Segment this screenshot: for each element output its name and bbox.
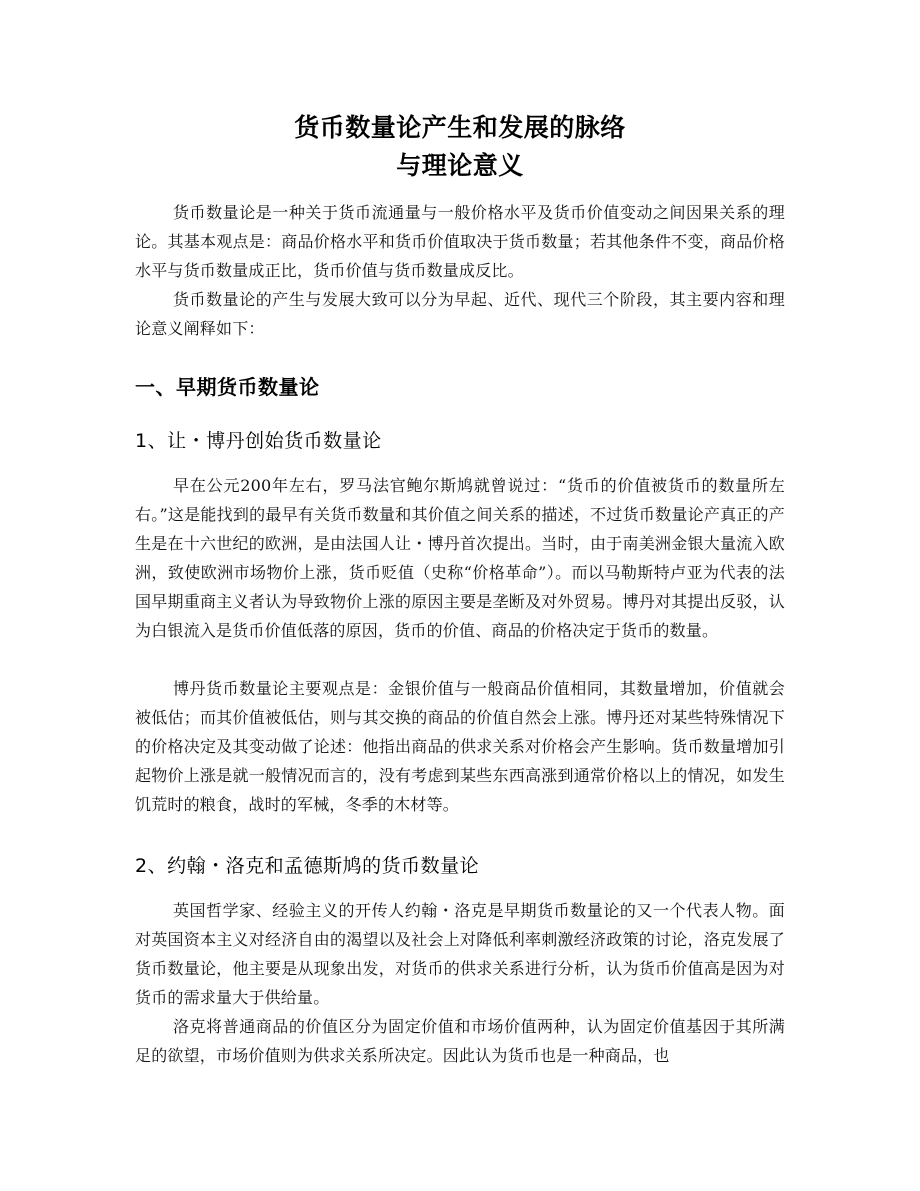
locke-paragraph-1: 英国哲学家、经验主义的开传人约翰・洛克是早期货币数量论的又一个代表人物。面对英国资本主义对经济自由的渴望以及社会上对降低利率刺激经济政策的讨论，洛克发展了货币数量论，他主要是从现象出发，对货币的供求关系进行分析，认为货币价值高是因为对货币的需求量大于供给量。 (135, 901, 785, 1007)
intro-paragraph-1: 货币数量论是一种关于货币流通量与一般价格水平及货币价值变动之间因果关系的理论。其基本观点是：商品价格水平和货币价值取决于货币数量；若其他条件不变，商品价格水平与货币数量成正比，货币价值与货币数量成反比。 (135, 203, 785, 280)
intro-paragraph-2: 货币数量论的产生与发展大致可以分为早起、近代、现代三个阶段，其主要内容和理论意义阐释如下： (135, 290, 785, 338)
bodin-paragraph-1: 早在公元200年左右，罗马法官鲍尔斯鸠就曾说过：“货币的价值被货币的数量所左右。”这是能找到的最早有关货币数量和其价值之间关系的描述，不过货币数量论产真正的产生是在十六世纪的欧洲，是由法国人让・博丹首次提出。当时，由于南美洲金银大量流入欧洲，致使欧洲市场物价上涨，货币贬值（史称“价格革命”）。而以马勒斯特卢亚为代表的法国早期重商主义者认为导致物价上涨的原因主要是垄断及对外贸易。博丹对其提出反驳，认为白银流入是货币价值低落的原因，货币的价值、商品的价格决定于货币的数量。 (135, 476, 785, 640)
subsection-heading-bodin: 1、让・博丹创始货币数量论 (135, 430, 382, 452)
section-heading-early-theory: 一、早期货币数量论 (135, 375, 320, 399)
document-title-line-1: 货币数量论产生和发展的脉络 (294, 113, 626, 142)
document-title-line-2: 与理论意义 (396, 151, 524, 180)
locke-paragraph-2: 洛克将普通商品的价值区分为固定价值和市场价值两种，认为固定价值基因于其所满足的欲望，市场价值则为供求关系所决定。因此认为货币也是一种商品，也 (135, 1017, 785, 1065)
bodin-paragraph-2: 博丹货币数量论主要观点是：金银价值与一般商品价值相同，其数量增加，价值就会被低估；而其价值被低估，则与其交换的商品的价值自然会上涨。博丹还对某些特殊情况下的价格决定及其变动做了论述：他指出商品的供求关系对价格会产生影响。货币数量增加引起物价上涨是就一般情况而言的，没有考虑到某些东西高涨到通常价格以上的情况，如发生饥荒时的粮食，战时的军械，冬季的木材等。 (135, 679, 785, 814)
subsection-heading-locke-montesquieu: 2、约翰・洛克和孟德斯鸠的货币数量论 (135, 855, 480, 877)
